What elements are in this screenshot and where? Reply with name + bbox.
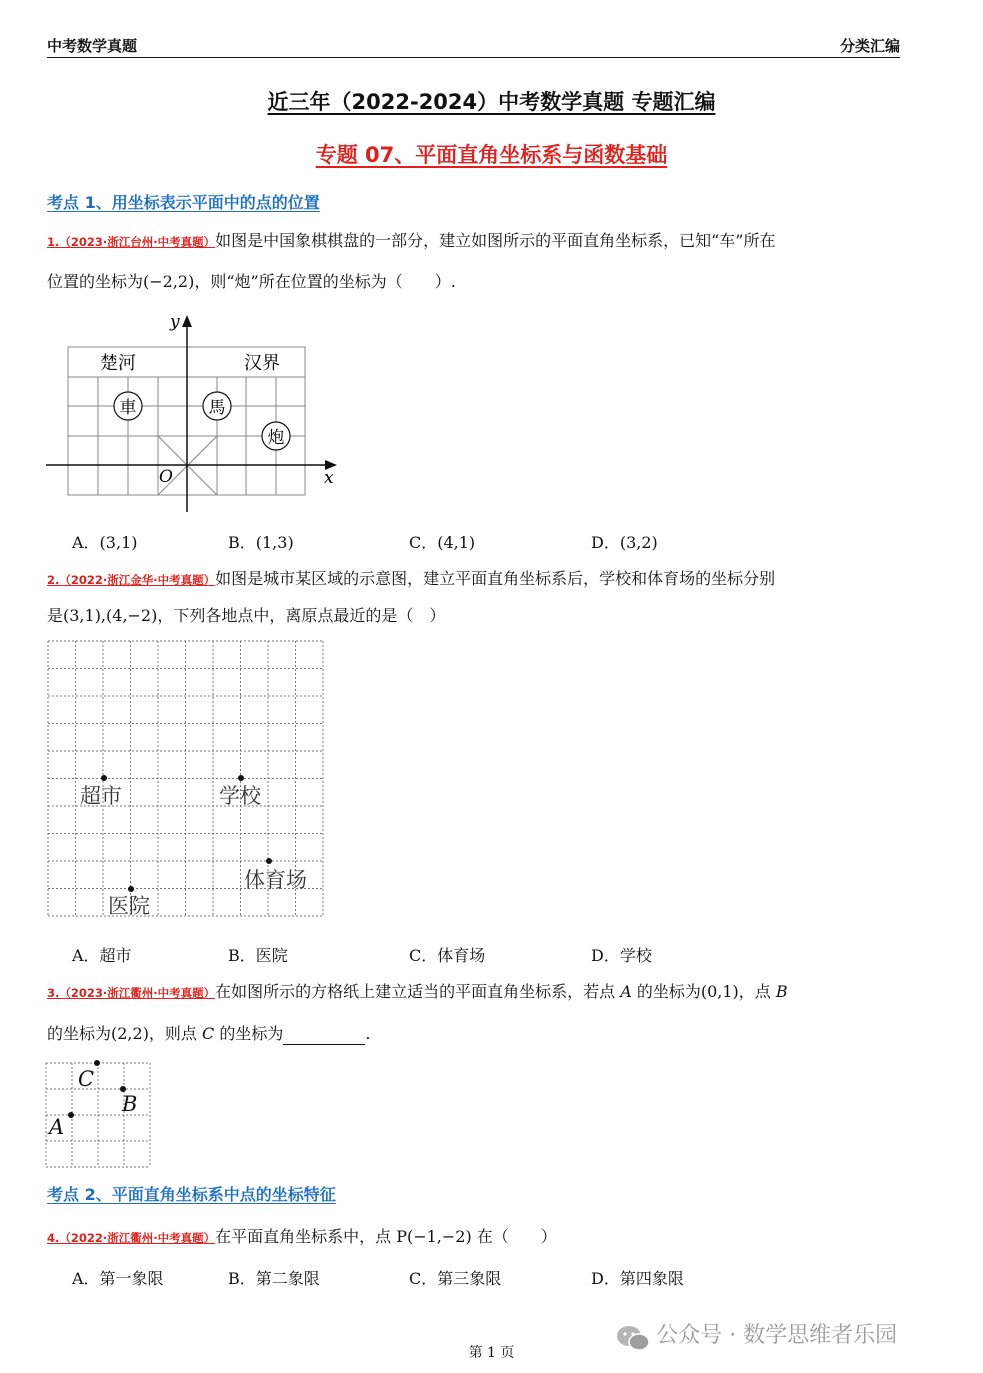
- watermark-text: 公众号 · 数学思维者乐园: [656, 1323, 898, 1348]
- point-c-label: C: [78, 1067, 95, 1091]
- point-b-symbol: B: [775, 982, 788, 1001]
- cannon-piece-label: 炮: [267, 428, 285, 448]
- question-text: 如图是城市某区域的示意图，建立平面直角坐标系后，学校和体育场的坐标分别: [215, 569, 776, 588]
- question-text: 在平面直角坐标系中，点 P(−1,−2) 在（ ）: [215, 1227, 557, 1246]
- school-label: 学校: [219, 784, 261, 808]
- question-1-line-1: [47, 230, 907, 253]
- option-d: D．第四象限: [591, 1269, 684, 1288]
- supermarket-label: 超市: [80, 784, 122, 808]
- river-label-left: 楚河: [100, 353, 136, 374]
- point-b-label: B: [122, 1092, 138, 1116]
- option-b: B．(1,3): [228, 533, 294, 552]
- question-source: 1.（2023·浙江台州·中考真题）: [47, 235, 216, 249]
- question-source: 3.（2023·浙江衢州·中考真题）: [47, 986, 216, 1000]
- y-axis-label: y: [170, 312, 180, 332]
- question-text: 是(3,1),(4,−2)，下列各地点中，离原点最近的是（ ）: [47, 606, 446, 625]
- question-text: 的坐标为: [214, 1024, 284, 1043]
- stadium-label: 体育场: [244, 868, 307, 892]
- question-2-line-1: [47, 568, 907, 591]
- point-c-symbol: C: [202, 1024, 215, 1043]
- question-source: 4.（2022·浙江衢州·中考真题）: [47, 1231, 216, 1245]
- hospital-label: 医院: [108, 894, 150, 918]
- option-a: A．(3,1): [72, 533, 138, 552]
- horse-piece-label: 馬: [208, 398, 226, 418]
- x-axis-label: x: [324, 468, 334, 488]
- header-left: 中考数学真题: [47, 37, 138, 55]
- chess-board-figure: [40, 305, 350, 520]
- page-subtitle: 专题 07、平面直角坐标系与函数基础: [315, 143, 668, 167]
- option-d: D．学校: [591, 946, 652, 965]
- option-c: C．第三象限: [409, 1269, 502, 1288]
- answer-blank[interactable]: [283, 1028, 365, 1045]
- question-3-line-1: [47, 981, 907, 1004]
- question-text: 的坐标为(0,1)，点: [631, 982, 776, 1001]
- option-d: D．(3,2): [591, 533, 658, 552]
- question-text: 的坐标为(2,2)，则点: [47, 1024, 203, 1043]
- question-text: .: [365, 1024, 371, 1043]
- option-b: B．医院: [228, 946, 288, 965]
- question-1-line-2: [47, 271, 907, 293]
- section-heading: 考点 1、用坐标表示平面中的点的位置: [47, 193, 320, 212]
- chariot-piece-label: 車: [119, 398, 137, 418]
- option-c: C．(4,1): [409, 533, 476, 552]
- origin-label: O: [159, 467, 173, 487]
- grid-points-figure: [40, 1056, 155, 1171]
- point-a-label: A: [49, 1115, 65, 1139]
- option-a: A．超市: [72, 946, 132, 965]
- question-text: 位置的坐标为(−2,2)，则“炮”所在位置的坐标为（ ）.: [47, 272, 456, 291]
- point-a-symbol: A: [620, 982, 632, 1001]
- question-2-line-2: [47, 605, 907, 627]
- option-a: A．第一象限: [72, 1269, 164, 1288]
- section-heading: 考点 2、平面直角坐标系中点的坐标特征: [47, 1185, 336, 1204]
- question-text: 如图是中国象棋棋盘的一部分，建立如图所示的平面直角坐标系，已知“车”所在: [215, 231, 776, 250]
- question-source: 2.（2022·浙江金华·中考真题）: [47, 573, 216, 587]
- option-c: C．体育场: [409, 946, 486, 965]
- option-b: B．第二象限: [228, 1269, 320, 1288]
- page-title: 近三年（2022-2024）中考数学真题 专题汇编: [267, 90, 716, 114]
- header-right: 分类汇编: [839, 37, 900, 55]
- river-label-right: 汉界: [244, 353, 280, 374]
- page-number: 第 1 页: [468, 1345, 515, 1361]
- question-4-line-1: [47, 1226, 907, 1249]
- city-map-figure: [40, 635, 340, 925]
- question-text: 在如图所示的方格纸上建立适当的平面直角坐标系，若点: [215, 982, 621, 1001]
- header-rule: [47, 57, 900, 58]
- question-3-line-2: [47, 1023, 907, 1045]
